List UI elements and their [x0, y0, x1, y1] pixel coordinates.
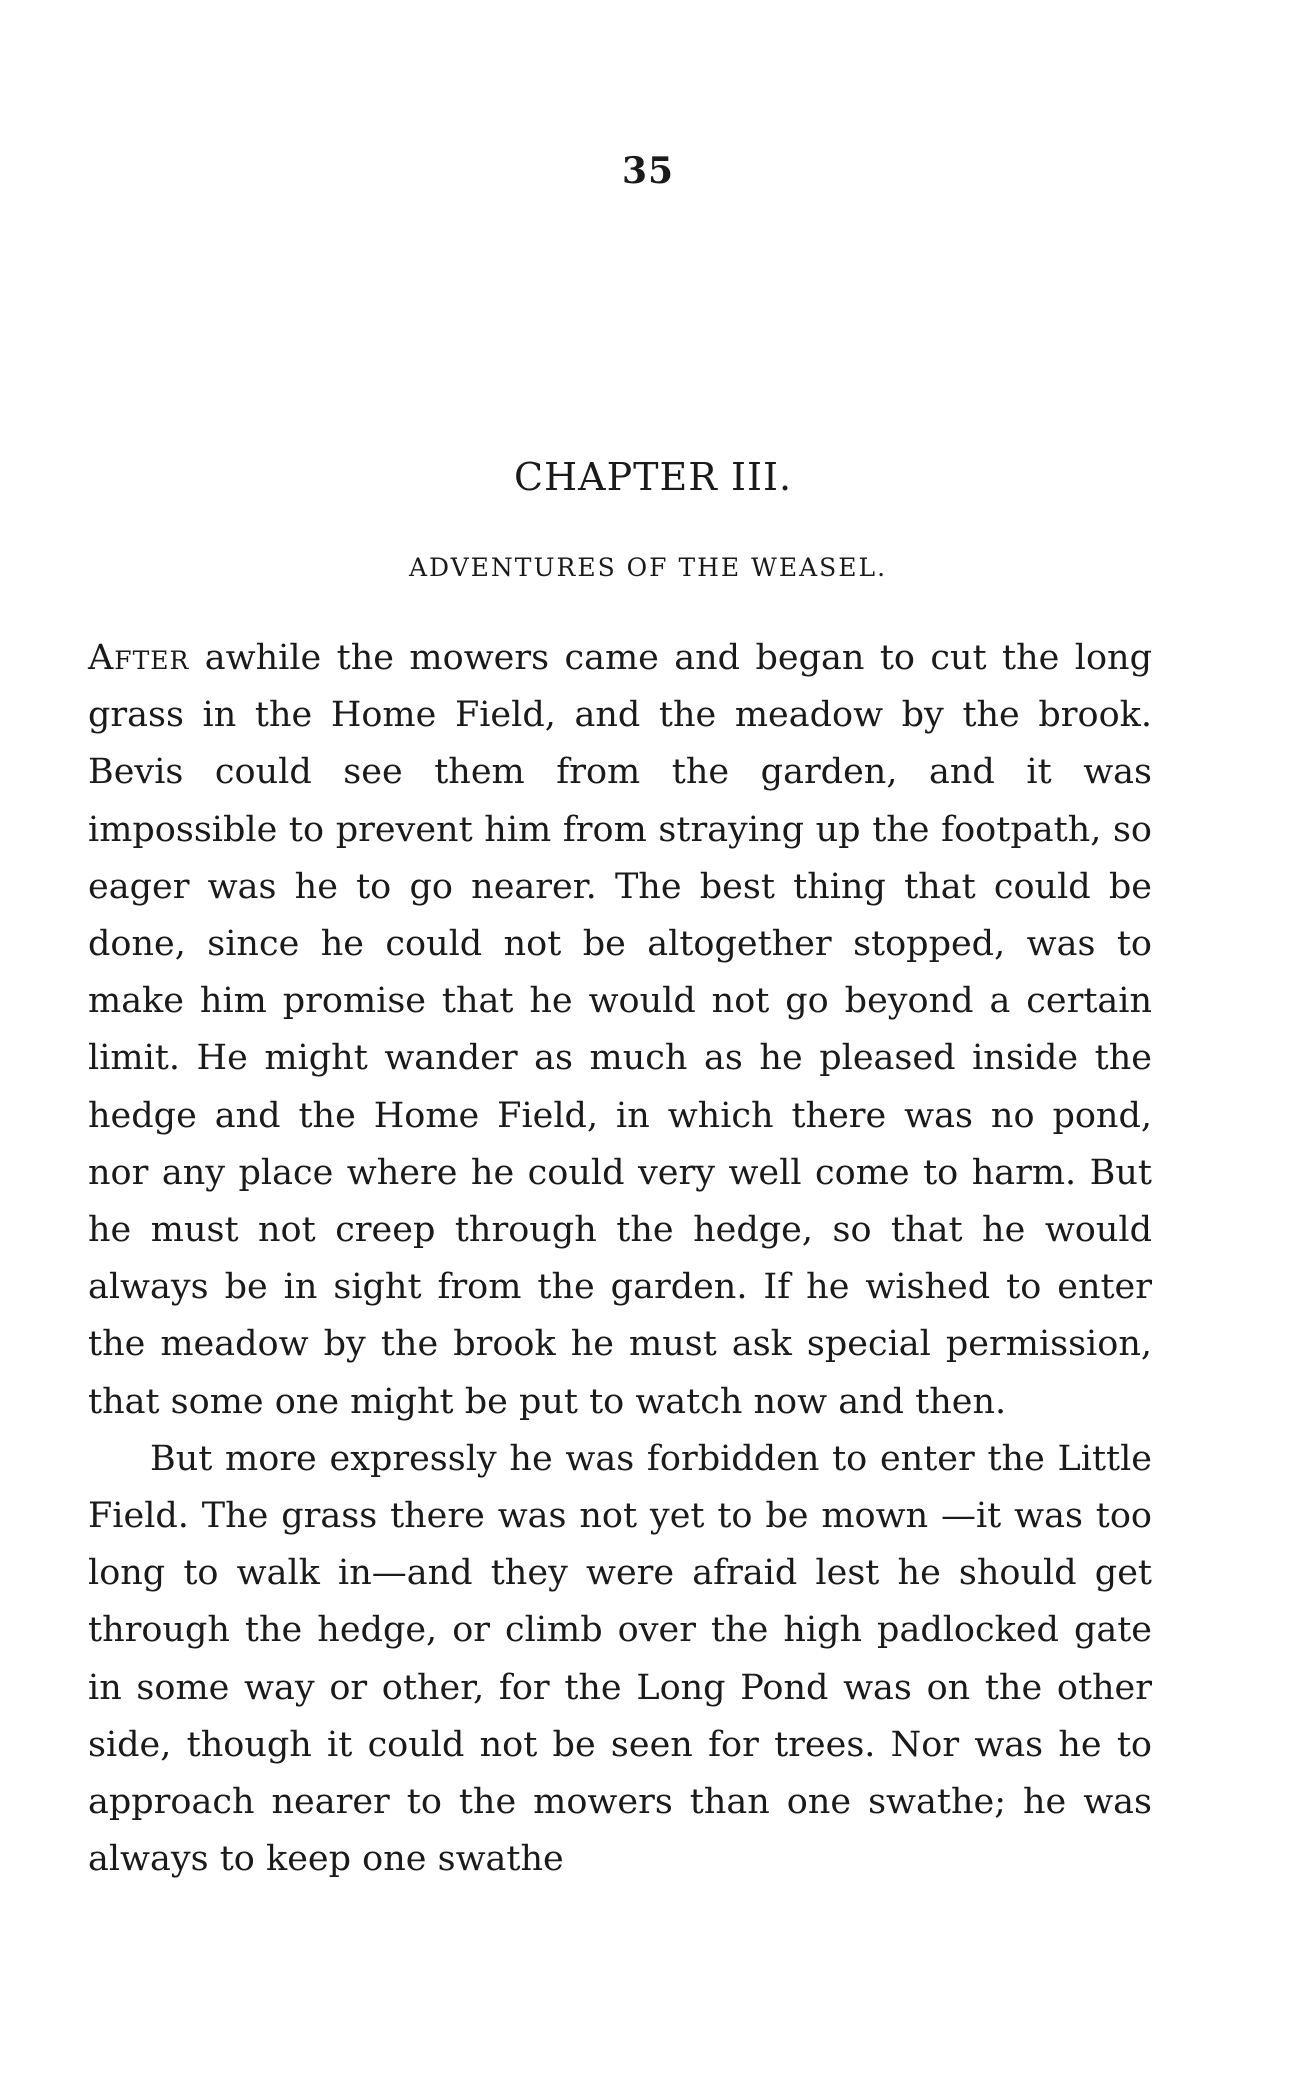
- paragraph-2: [88, 1431, 1152, 1889]
- chapter-title: CHAPTER III.: [513, 455, 793, 499]
- body-text: [88, 630, 1152, 1888]
- paragraph-1: [88, 630, 1152, 1431]
- paragraph-2-text: But more expressly he was forbidden to enter the Little Field. The grass there was not yet to be mown —it was too long to walk in—and they were afraid lest he should get through the hedge, or climb over the high padlocked gate in some way or other, for the Long Pond was on the other side, though it could not be seen for trees. Nor was he to approach nearer to the mowers than one swathe; he was always to keep one swathe: [88, 1438, 1152, 1880]
- paragraph-1-text: awhile the mowers came and began to cut the long grass in the Home Field, and the meadow by the brook. Bevis could see them from the garden, and it was impossible to prevent him from straying up the footpath, so eager was he to go nearer. The best thing that could be done, since he could not be altogether stopped, was to make him promise that he would not go beyond a certain limit. He might wander as much as he pleased inside the hedge and the Home Field, in which there was no pond, nor any place where he could very well come to harm. But he must not creep through the hedge, so that he would always be in sight from the garden. If he wished to enter the meadow by the brook he must ask special permission, that some one might be put to watch now and then.: [88, 638, 1152, 1422]
- chapter-subtitle: ADVENTURES OF THE WEASEL.: [408, 553, 888, 582]
- paragraph-lead-word: After: [88, 638, 190, 678]
- page-number: 35: [621, 150, 675, 192]
